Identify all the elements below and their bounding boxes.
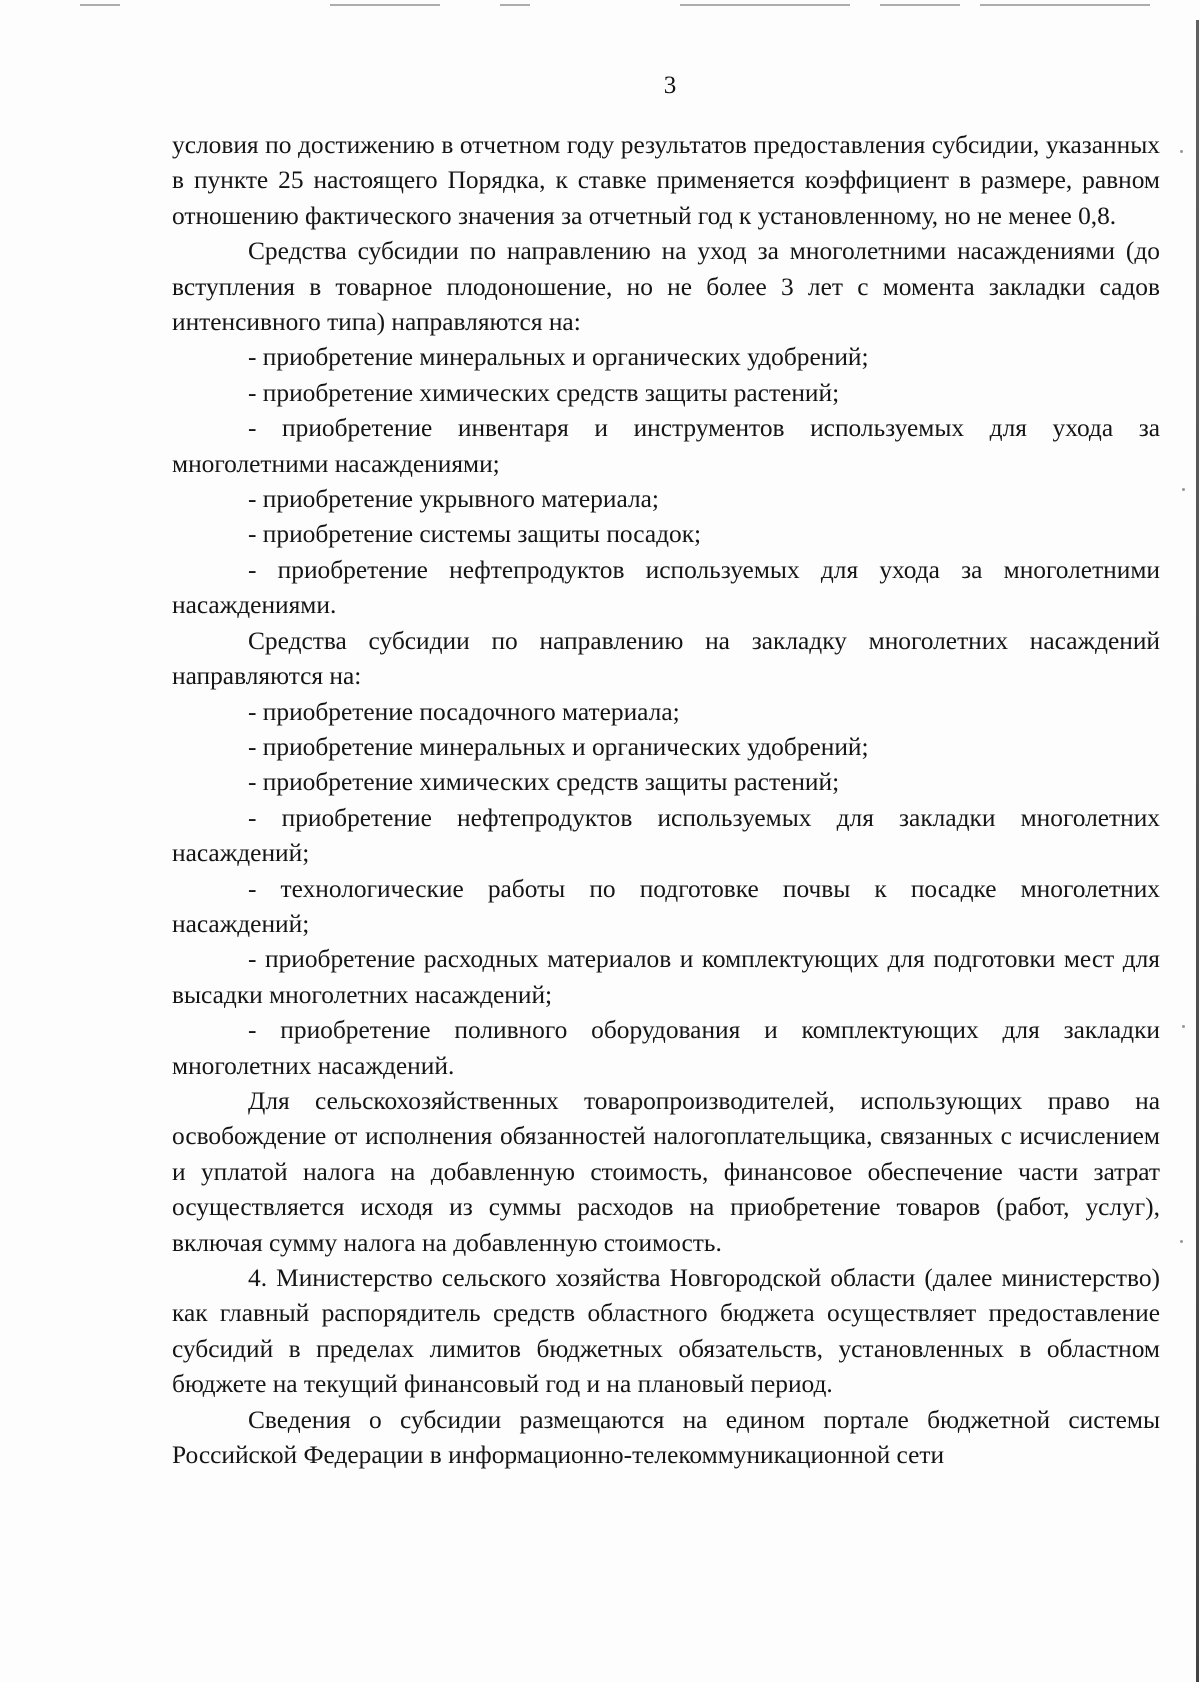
- paragraph: 4. Министерство сельского хозяйства Новгородской области (далее министерство) как главный распорядитель средств областного бюджета осуществляет предоставление субсидий в пределах лимитов бюджетных обязательств, установленных в областном бюджете на текущий финансовый год и на плановый период.: [172, 1264, 1160, 1399]
- document-body: [172, 128, 1160, 1473]
- list-item: - приобретение нефтепродуктов используемых для ухода за многолетними насаждениями.: [172, 555, 1160, 620]
- paragraph: условия по достижению в отчетном году результатов предоставления субсидии, указанных в пункте 25 настоящего Порядка, к ставке применяется коэффициент в размере, равном отношению фактического значения за отчетный год к установленному, но не менее 0,8.: [172, 131, 1160, 230]
- list-item: - приобретение посадочного материала;: [248, 697, 680, 726]
- list-item: - приобретение поливного оборудования и комплектующих для закладки многолетних насаждений.: [172, 1016, 1160, 1080]
- scan-speck: [1180, 1240, 1183, 1243]
- scan-artifact-top: [0, 0, 1200, 14]
- list-item: - приобретение нефтепродуктов используемых для закладки многолетних насаждений;: [172, 803, 1160, 868]
- list-item: - приобретение инвентаря и инструментов используемых для ухода за многолетними насаждениями;: [172, 414, 1160, 478]
- list-item: - приобретение минеральных и органических удобрений;: [248, 343, 869, 372]
- paragraph: Средства субсидии по направлению на уход за многолетними насаждениями (до вступления в товарное плодоношение, но не более 3 лет с момента закладки садов интенсивного типа) направляются на:: [172, 237, 1160, 337]
- list-item: - приобретение минеральных и органических удобрений;: [248, 732, 869, 761]
- list-item: - приобретение химических средств защиты растений;: [248, 768, 840, 797]
- list-item: - технологические работы по подготовке почвы к посадке многолетних насаждений;: [172, 874, 1160, 938]
- list-item: - приобретение системы защиты посадок;: [248, 520, 702, 549]
- list-item: - приобретение химических средств защиты растений;: [248, 378, 840, 407]
- scan-speck: [1180, 150, 1183, 153]
- scan-speck: [1182, 488, 1185, 491]
- page-number: 3: [663, 72, 677, 99]
- paragraph: Сведения о субсидии размещаются на едином портале бюджетной системы Российской Федерации в информационно-телекоммуникационной сети: [172, 1405, 1160, 1470]
- list-item: - приобретение укрывного материала;: [248, 485, 659, 514]
- scan-speck: [1182, 1025, 1185, 1028]
- list-item: - приобретение расходных материалов и комплектующих для подготовки мест для высадки многолетних насаждений;: [172, 945, 1160, 1009]
- scan-artifact-right-edge: [1196, 20, 1199, 1682]
- paragraph: Средства субсидии по направлению на закладку многолетних насаждений направляются на:: [172, 626, 1160, 691]
- paragraph: Для сельскохозяйственных товаропроизводителей, использующих право на освобождение от исполнения обязанностей налогоплательщика, связанных с исчислением и уплатой налога на добавленную стоимость, финансовое обеспечение части затрат осуществляется исходя из суммы расходов на приобретение товаров (работ, услуг), включая сумму налога на добавленную стоимость.: [172, 1086, 1160, 1257]
